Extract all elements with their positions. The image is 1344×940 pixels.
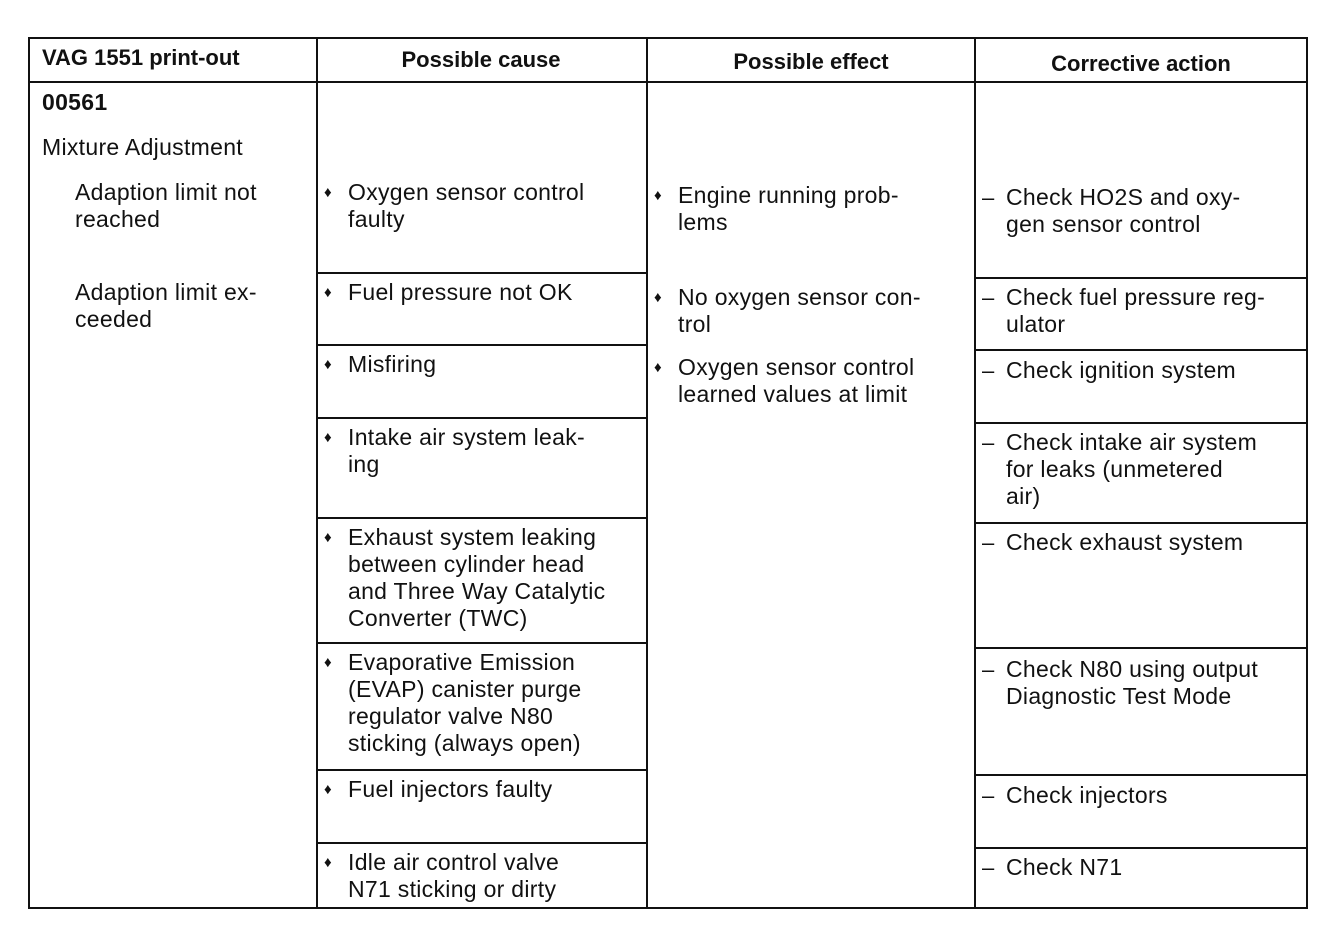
- condition-not-reached: Adaption limit not reached: [75, 179, 257, 232]
- line: faulty: [348, 206, 405, 232]
- line: Check HO2S and oxy-: [1006, 184, 1241, 210]
- action-item-text: [1006, 656, 1258, 710]
- row-divider: [316, 272, 646, 274]
- line: No oxygen sensor con-: [678, 284, 921, 310]
- action-item-text: [1006, 184, 1241, 238]
- fault-name: Mixture Adjustment: [42, 134, 243, 160]
- dash-icon: –: [982, 358, 995, 383]
- line: Diagnostic Test Mode: [1006, 683, 1232, 709]
- line: Check injectors: [1006, 782, 1168, 808]
- header-possible-cause: Possible cause: [401, 47, 561, 72]
- line: Check fuel pressure reg-: [1006, 284, 1266, 310]
- row-divider: [316, 842, 646, 844]
- line: Check ignition system: [1006, 357, 1236, 383]
- dash-icon: –: [982, 783, 995, 808]
- line: Check intake air system: [1006, 429, 1258, 455]
- effect-item-text: [678, 354, 914, 408]
- fault-code: 00561: [42, 89, 108, 115]
- header-possible-effect: Possible effect: [733, 49, 889, 74]
- cause-item-text: [348, 424, 585, 478]
- row-divider: [316, 417, 646, 419]
- line: Misfiring: [348, 351, 437, 377]
- row-divider: [316, 517, 646, 519]
- action-item-text: [1006, 782, 1168, 809]
- cause-item-text: [348, 179, 584, 233]
- row-divider: [974, 522, 1306, 524]
- header-divider: [30, 81, 1306, 83]
- bullet-icon: ♦: [324, 184, 332, 201]
- line: trol: [678, 311, 712, 337]
- line: N71 sticking or dirty: [348, 876, 557, 902]
- row-divider: [316, 344, 646, 346]
- effect-item-text: [678, 284, 921, 338]
- bullet-icon: ♦: [654, 187, 662, 204]
- line: sticking (always open): [348, 730, 581, 756]
- line: lems: [678, 209, 728, 235]
- row-divider: [316, 769, 646, 771]
- diagnostic-table: [28, 37, 1308, 909]
- line: learned values at limit: [678, 381, 908, 407]
- line: Intake air system leak-: [348, 424, 585, 450]
- line: Idle air control valve: [348, 849, 560, 875]
- line: gen sensor control: [1006, 211, 1201, 237]
- bullet-icon: ♦: [324, 356, 332, 373]
- header-corrective-action: Corrective action: [1051, 51, 1231, 76]
- row-divider: [974, 349, 1306, 351]
- cause-item-text: [348, 649, 581, 757]
- column-divider: [974, 39, 976, 907]
- row-divider: [974, 847, 1306, 849]
- line: Fuel injectors faulty: [348, 776, 553, 802]
- action-item-text: [1006, 429, 1257, 510]
- dash-icon: –: [982, 530, 995, 555]
- line: Converter (TWC): [348, 605, 528, 631]
- line: Check N80 using output: [1006, 656, 1259, 682]
- cause-item-text: [348, 524, 605, 632]
- line: Check N71: [1006, 854, 1123, 880]
- column-divider: [316, 39, 318, 907]
- row-divider: [974, 422, 1306, 424]
- row-divider: [316, 642, 646, 644]
- bullet-icon: ♦: [654, 359, 662, 376]
- line: ing: [348, 451, 380, 477]
- line: Evaporative Emission: [348, 649, 576, 675]
- bullet-icon: ♦: [654, 289, 662, 306]
- row-divider: [974, 277, 1306, 279]
- line: Exhaust system leaking: [348, 524, 597, 550]
- line: between cylinder head: [348, 551, 585, 577]
- cause-item-text: [348, 776, 552, 803]
- bullet-icon: ♦: [324, 284, 332, 301]
- bullet-icon: ♦: [324, 781, 332, 798]
- line: air): [1006, 483, 1041, 509]
- line: Oxygen sensor control: [678, 354, 915, 380]
- line: (EVAP) canister purge: [348, 676, 582, 702]
- bullet-icon: ♦: [324, 854, 332, 871]
- effect-item-text: [678, 182, 899, 236]
- action-item-text: [1006, 284, 1265, 338]
- line: for leaks (unmetered: [1006, 456, 1223, 482]
- dash-icon: –: [982, 185, 995, 210]
- bullet-icon: ♦: [324, 529, 332, 546]
- dash-icon: –: [982, 855, 995, 880]
- action-item-text: [1006, 529, 1243, 556]
- dash-icon: –: [982, 285, 995, 310]
- header-printout: VAG 1551 print-out: [42, 45, 240, 70]
- line: Engine running prob-: [678, 182, 899, 208]
- column-divider: [646, 39, 648, 907]
- row-divider: [974, 774, 1306, 776]
- line: Check exhaust system: [1006, 529, 1244, 555]
- line: and Three Way Catalytic: [348, 578, 606, 604]
- line: ulator: [1006, 311, 1066, 337]
- condition-exceeded: Adaption limit ex- ceeded: [75, 279, 257, 332]
- bullet-icon: ♦: [324, 654, 332, 671]
- line: Fuel pressure not OK: [348, 279, 573, 305]
- cause-item-text: [348, 279, 573, 306]
- line: regulator valve N80: [348, 703, 554, 729]
- cause-item-text: [348, 351, 436, 378]
- action-item-text: [1006, 357, 1236, 384]
- row-divider: [974, 647, 1306, 649]
- cause-item-text: [348, 849, 559, 903]
- dash-icon: –: [982, 657, 995, 682]
- dash-icon: –: [982, 430, 995, 455]
- bullet-icon: ♦: [324, 429, 332, 446]
- line: Oxygen sensor control: [348, 179, 585, 205]
- action-item-text: [1006, 854, 1122, 881]
